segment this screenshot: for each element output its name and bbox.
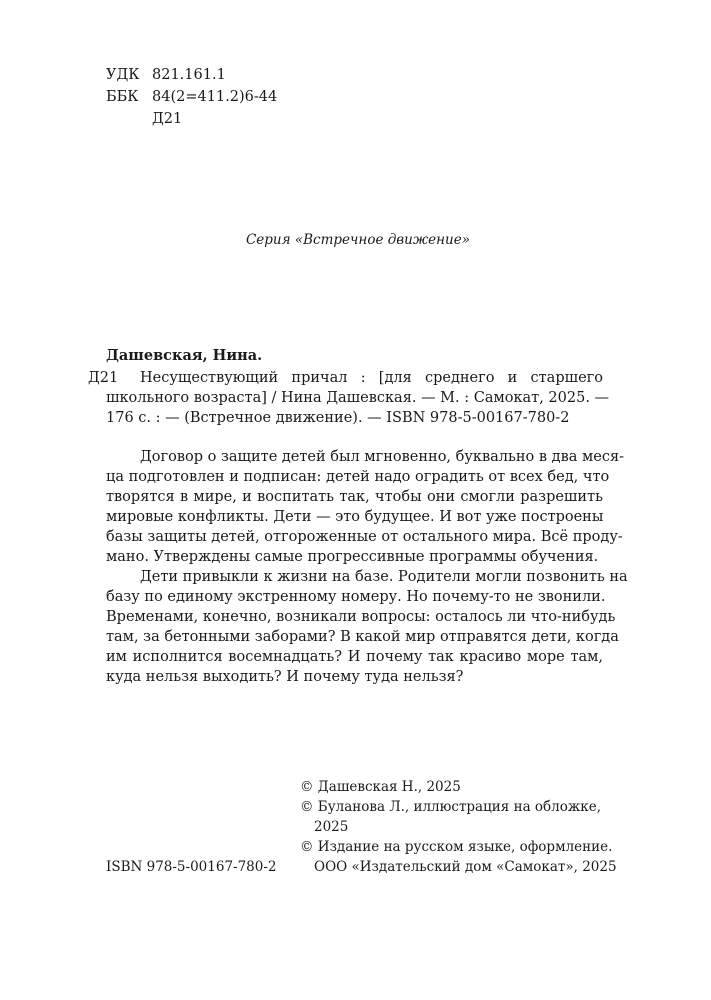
record-line: школьного возраста] / Нина Дашевская. — М. : Самокат, 2025. — xyxy=(106,390,610,406)
record-code: Д21 xyxy=(88,370,119,386)
copyright-block xyxy=(300,777,617,877)
annotation-line: мано. Утверждены самые прогрессивные программы обучения. xyxy=(106,549,599,565)
annotation-line: мировые конфликты. Дети — это будущее. И вот уже построены xyxy=(106,509,604,525)
author-mark xyxy=(106,108,277,130)
annotation-line: базы защиты детей, отгороженные от остального мира. Всё проду- xyxy=(106,529,623,545)
classification-codes xyxy=(106,64,277,130)
annotation-line: Временами, конечно, возникали вопросы: осталось ли что-нибудь xyxy=(106,609,616,625)
annotation-line: ца подготовлен и подписан: детей надо оградить от всех бед, что xyxy=(106,469,610,485)
record-line: Несуществующий причал : [для среднего и старшего xyxy=(140,370,603,386)
copyright-line: © Издание на русском языке, оформление. xyxy=(300,839,613,855)
record-author: Дашевская, Нина. xyxy=(106,347,263,364)
copyright-line: 2025 xyxy=(314,819,349,835)
code-value: 821.161.1 xyxy=(152,67,226,83)
series-title: Серия «Встречное движение» xyxy=(245,232,471,248)
annotation-line: творятся в мире, и воспитать так, чтобы они смогли разрешить xyxy=(106,489,603,505)
bbk-code xyxy=(106,86,277,108)
copyright-line: © Дашевская Н., 2025 xyxy=(300,779,461,795)
code-label: ББК xyxy=(106,89,139,105)
annotation-line: Договор о защите детей был мгновенно, буквально в два меся- xyxy=(140,449,625,465)
annotation-line: Дети привыкли к жизни на базе. Родители могли позвонить на xyxy=(140,569,628,585)
udk-code xyxy=(106,64,277,86)
code-value: 84(2=411.2)6-44 xyxy=(152,89,278,105)
code-value: Д21 xyxy=(152,111,183,127)
annotation-line: там, за бетонными заборами? В какой мир отправятся дети, когда xyxy=(106,629,619,645)
copyright-line: © Буланова Л., иллюстрация на обложке, xyxy=(300,799,602,815)
copyright-line: ООО «Издательский дом «Самокат», 2025 xyxy=(314,859,617,875)
annotation-line: куда нельзя выходить? И почему туда нельзя? xyxy=(106,669,464,685)
code-label: УДК xyxy=(106,67,140,83)
annotation-line: базу по единому экстренному номеру. Но почему-то не звонили. xyxy=(106,589,606,605)
isbn: ISBN 978-5-00167-780-2 xyxy=(106,859,277,875)
annotation-line: им исполнится восемнадцать? И почему так красиво море там, xyxy=(106,649,603,665)
record-line: 176 с. : — (Встречное движение). — ISBN 978-5-00167-780-2 xyxy=(106,410,570,426)
